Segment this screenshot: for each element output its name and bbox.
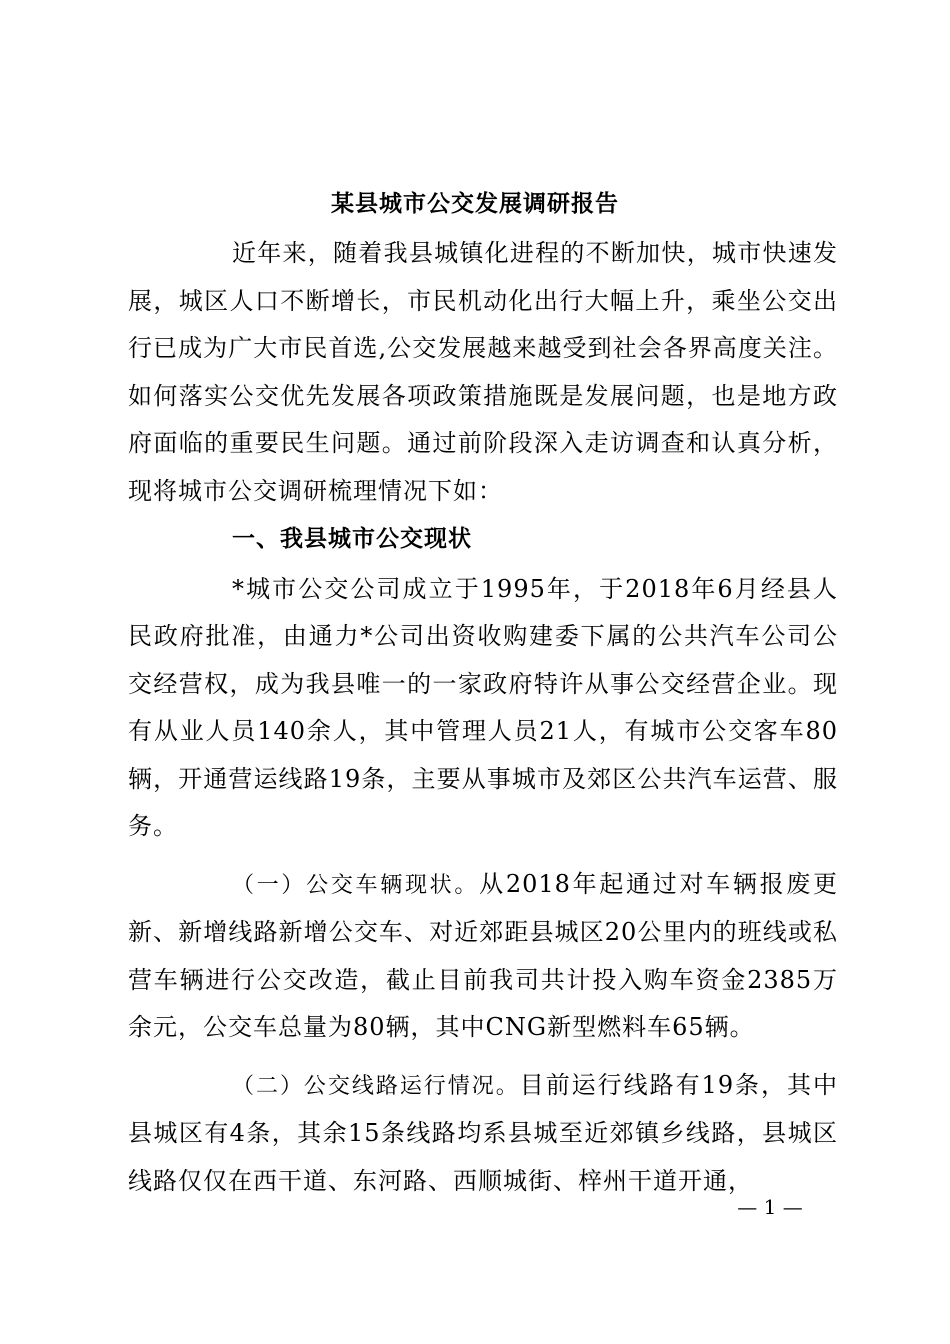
subsection-2-text: 目前运行线路有19条，其中县城区有4条，其余15条线路均系县城至近郊镇乡线路，县城区线路仅仅在西干道、东河路、西顺城街、梓州干道开通， bbox=[128, 1070, 838, 1195]
subsection-1-paragraph bbox=[128, 861, 838, 1052]
page-number: — 1 — bbox=[737, 1195, 803, 1219]
document-title: 某县城市公交发展调研报告 bbox=[331, 190, 619, 217]
subsection-1-heading: （一）公交车辆现状。 bbox=[232, 872, 480, 898]
section-1-paragraph: *城市公交公司成立于1995年，于2018年6月经县人民政府批准，由通力*公司出资收购建委下属的公共汽车公司公交经营权，成为我县唯一的一家政府特许从事公交经营企业。现有从业人员140余人，其中管理人员21人，有城市公交客车80辆，开通营运线路19条，主要从事城市及郊区公共汽车运营、服务。 bbox=[128, 574, 838, 840]
document-body bbox=[128, 230, 838, 1205]
subsection-2-heading: （二）公交线路运行情况。 bbox=[232, 1073, 520, 1099]
subsection-1-text: 从2018年起通过对车辆报废更新、新增线路新增公交车、对近郊距县城区20公里内的班线或私营车辆进行公交改造，截止目前我司共计投入购车资金2385万余元，公交车总量为80辆，其中CNG新型燃料车65辆。 bbox=[128, 869, 838, 1041]
subsection-2-paragraph bbox=[128, 1062, 838, 1206]
section-heading-1: 一、我县城市公交现状 bbox=[232, 526, 472, 552]
intro-paragraph: 近年来，随着我县城镇化进程的不断加快，城市快速发展，城区人口不断增长，市民机动化出行大幅上升，乘坐公交出行已成为广大市民首选,公交发展越来越受到社会各界高度关注。如何落实公交优先发展各项政策措施既是发展问题，也是地方政府面临的重要民生问题。通过前阶段深入走访调查和认真分析，现将城市公交调研梳理情况下如： bbox=[128, 239, 838, 505]
